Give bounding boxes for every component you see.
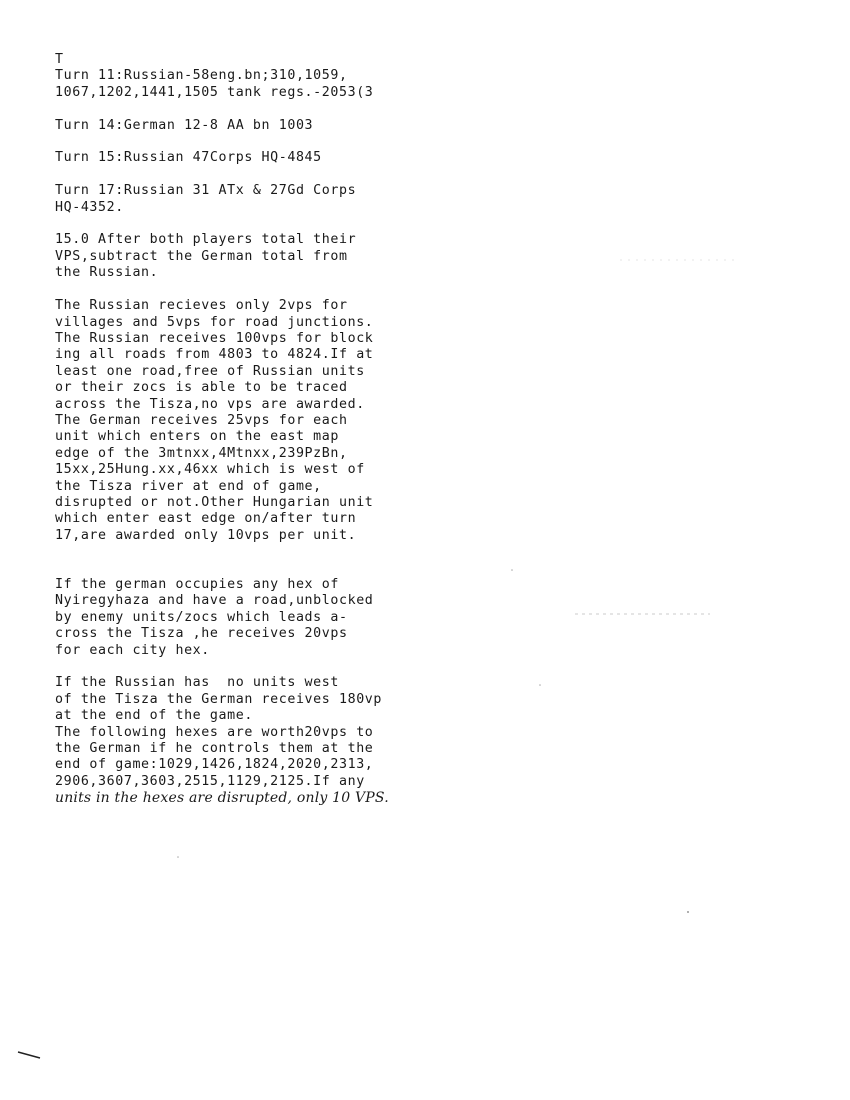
final-paragraph-line-2: of the Tisza the German receives 180vp xyxy=(55,691,383,707)
final-paragraph-line-4: The following hexes are worth20vps to xyxy=(55,724,374,740)
scan-speck xyxy=(539,684,541,686)
vp-paragraph-line-12: the Tisza river at end of game, xyxy=(55,478,322,494)
vp-paragraph-line-10: edge of the 3mtnxx,4Mtnxx,239PzBn, xyxy=(55,445,348,461)
city-paragraph-line-3: by enemy units/zocs which leads a- xyxy=(55,609,348,625)
city-paragraph-line-2: Nyiregyhaza and have a road,unblocked xyxy=(55,593,374,609)
final-paragraph-line-5: the German if he controls them at the xyxy=(55,741,374,757)
vp-paragraph-line-5: least one road,free of Russian units xyxy=(55,363,365,379)
final-paragraph-line-1: If the Russian has no units west xyxy=(55,675,339,691)
final-paragraph-line-6: end of game:1029,1426,1824,2020,2313, xyxy=(55,757,374,773)
final-paragraph-line-7: 2906,3607,3603,2515,1129,2125.If any xyxy=(55,773,365,789)
turn-11-line-1: Turn 11:Russian-58eng.bn;310,1059, xyxy=(55,68,348,84)
vp-paragraph-line-7: across the Tisza,no vps are awarded. xyxy=(55,396,365,412)
vp-paragraph-line-13: disrupted or not.Other Hungarian unit xyxy=(55,494,374,510)
city-paragraph-line-4: cross the Tisza ,he receives 20vps xyxy=(55,626,348,642)
turn-17-line-1: Turn 17:Russian 31 ATx & 27Gd Corps xyxy=(55,183,357,199)
vp-paragraph-line-3: The Russian receives 100vps for block xyxy=(55,330,374,346)
turn-14-line: Turn 14:German 12-8 AA bn 1003 xyxy=(55,117,314,133)
rule-15-line-1: 15.0 After both players total their xyxy=(55,232,357,248)
turn-17-line-2: HQ-4352. xyxy=(55,199,124,215)
header-mark: T xyxy=(55,52,64,67)
vp-paragraph-line-14: which enter east edge on/after turn xyxy=(55,511,357,527)
vp-paragraph-line-9: unit which enters on the east map xyxy=(55,429,339,445)
turn-11-line-2: 1067,1202,1441,1505 tank regs.-2053(3 xyxy=(55,84,374,100)
handwritten-note: units in the hexes are disrupted, only 10 VPS. xyxy=(55,790,389,807)
rule-15-line-3: the Russian. xyxy=(55,265,159,281)
turn-15-line: Turn 15:Russian 47Corps HQ-4845 xyxy=(55,150,322,166)
vp-paragraph-line-6: or their zocs is able to be traced xyxy=(55,380,348,396)
vp-paragraph-line-15: 17,are awarded only 10vps per unit. xyxy=(55,527,357,543)
vp-paragraph-line-1: The Russian recieves only 2vps for xyxy=(55,298,348,314)
scan-speck xyxy=(177,856,179,858)
stray-pen-mark xyxy=(18,1052,40,1058)
final-paragraph-line-3: at the end of the game. xyxy=(55,708,253,724)
scan-speck xyxy=(687,911,689,913)
city-paragraph-line-5: for each city hex. xyxy=(55,642,210,658)
vp-paragraph-line-11: 15xx,25Hung.xx,46xx which is west of xyxy=(55,462,365,478)
rule-15-line-2: VPS,subtract the German total from xyxy=(55,248,348,264)
scan-speck xyxy=(511,569,513,571)
vp-paragraph-line-4: ing all roads from 4803 to 4824.If at xyxy=(55,347,374,363)
vp-paragraph-line-2: villages and 5vps for road junctions. xyxy=(55,314,374,330)
city-paragraph-line-1: If the german occupies any hex of xyxy=(55,577,339,592)
vp-paragraph-line-8: The German receives 25vps for each xyxy=(55,412,348,428)
